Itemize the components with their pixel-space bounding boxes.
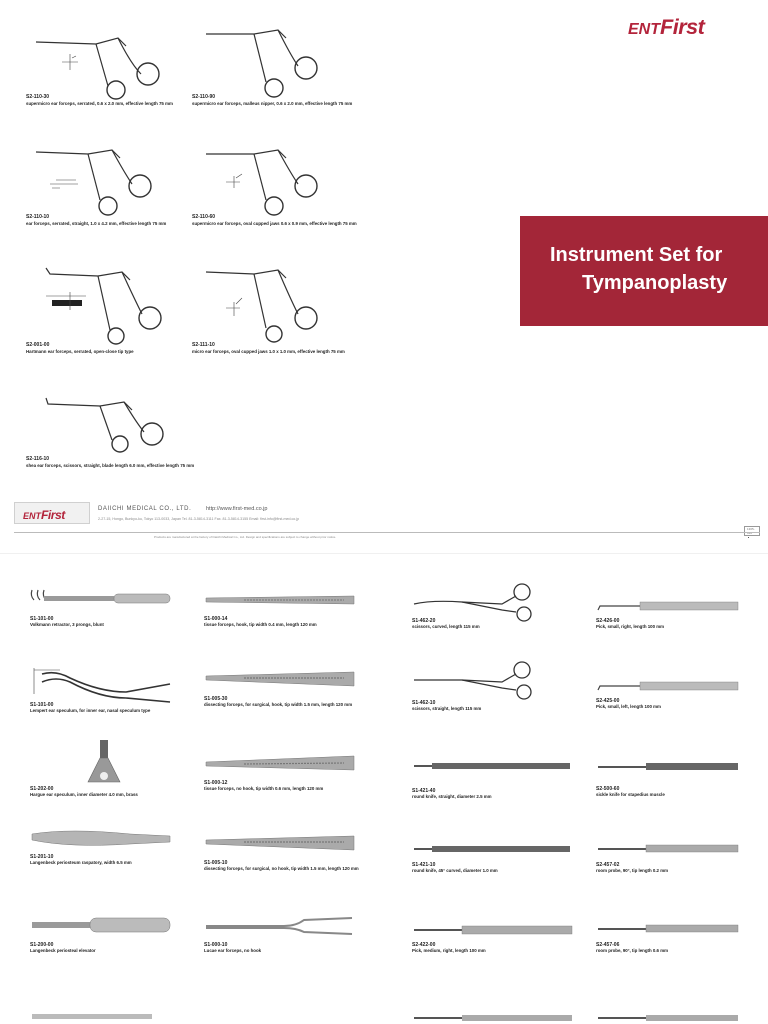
item-code: S1-000-12 bbox=[204, 780, 228, 786]
serrated-ear-forceps-illustration bbox=[26, 144, 176, 214]
room-probe-06-illustration bbox=[596, 920, 746, 940]
company-website-link[interactable]: http://www.first-med.co.jp bbox=[206, 506, 268, 512]
micro-ear-forceps-illustration bbox=[192, 262, 342, 342]
item-code: S1-000-14 bbox=[204, 616, 228, 622]
item-code: S2-110-90 bbox=[192, 94, 216, 100]
item-description: scissors, straight, length 115 mm bbox=[412, 706, 482, 711]
periosteum-raspatory-illustration bbox=[30, 824, 180, 854]
ear-forceps-illustration bbox=[26, 24, 176, 94]
title-banner bbox=[520, 216, 768, 326]
item-description: shea ear forceps, scissors, straight, blade length 6.0 mm, effective length 75 mm bbox=[26, 463, 195, 468]
company-address: 2-27-15, Hongo, Bunkyo-ku, Tokyo 113-0033, Japan Tel. 81-3-5814-3111 Fax. 81-3-5814-3155 Email: first-info@first-med.co.jp bbox=[98, 517, 300, 521]
partial-instrument-illustration bbox=[30, 1010, 160, 1022]
volkmann-retractor-illustration bbox=[30, 586, 180, 616]
item-code: S2-500-60 bbox=[596, 786, 620, 792]
curved-scissors-illustration bbox=[412, 582, 562, 618]
item-description: supermicro ear forceps, oval cupped jaws 0.6 x 0.9 mm, effective length 75 mm bbox=[192, 221, 357, 226]
brand-logo: ENTFirst bbox=[628, 14, 705, 39]
item-code: S1-005-30 bbox=[204, 696, 228, 702]
item-code: S1-462-10 bbox=[412, 700, 436, 706]
item-description: Volkmann retractor, 3 prongs, blunt bbox=[30, 622, 104, 627]
banner-title-line-2: Tympanoplasty bbox=[582, 272, 728, 294]
item-code: S1-202-00 bbox=[30, 786, 54, 792]
item-code: S1-005-10 bbox=[204, 860, 228, 866]
footer-divider bbox=[14, 532, 760, 533]
pick-medium-right-illustration bbox=[412, 920, 582, 944]
page-divider bbox=[0, 553, 768, 554]
tissue-forceps-no-hook-illustration bbox=[204, 750, 364, 780]
item-code: S1-101-00 bbox=[30, 616, 54, 622]
item-description: Lempert ear speculum, for inner ear, nasal speculum type bbox=[30, 708, 151, 713]
company-name: DAIICHI MEDICAL CO., LTD. bbox=[98, 506, 192, 512]
footer-brand-logo: ENTFirst bbox=[23, 508, 65, 522]
lempert-speculum-illustration bbox=[30, 662, 180, 702]
item-description: Pick, medium, right, length 100 mm bbox=[412, 948, 486, 953]
malleus-nipper-illustration bbox=[192, 24, 342, 94]
item-description: tissue forceps, hook, tip width 0.4 mm, length 120 mm bbox=[204, 622, 317, 627]
item-code: S1-462-20 bbox=[412, 618, 436, 624]
item-description: Langenbeck periosteum raspatory, width 6.5 mm bbox=[30, 860, 132, 865]
item-code: S2-110-10 bbox=[26, 214, 50, 220]
item-description: dissecting forceps, for surgical, no hook, tip width 1.5 mm, length 120 mm bbox=[204, 866, 359, 871]
straight-scissors-illustration bbox=[412, 660, 562, 696]
hartmann-forceps-illustration bbox=[26, 262, 176, 342]
item-code: S2-111-10 bbox=[192, 342, 215, 348]
dissecting-forceps-no-hook-illustration bbox=[204, 830, 364, 860]
item-description: Langenbeck periosteal elevator bbox=[30, 948, 96, 953]
item-code: S2-110-60 bbox=[192, 214, 216, 220]
item-description: room probe, 90°, tip length 0.6 mm bbox=[596, 948, 669, 953]
round-knife-straight-illustration bbox=[412, 758, 582, 782]
footer-disclaimer: Products are manufactured at the factory of Daiichi Medical Co., Ltd. Design and specifications are subject to change without prior notice. bbox=[154, 535, 337, 539]
item-description: supermicro ear forceps, serrated, 0.6 x 2.0 mm, effective length 75 mm bbox=[26, 101, 173, 106]
pick-small-left-illustration bbox=[596, 678, 746, 698]
periosteal-elevator-illustration bbox=[30, 912, 180, 942]
round-knife-curved-illustration bbox=[412, 840, 582, 864]
item-description: round knife, straight, diameter 2.5 mm bbox=[412, 794, 492, 799]
item-description: ear forceps, serrated, straight, 1.0 x 4.2 mm, effective length 75 mm bbox=[26, 221, 167, 226]
item-description: micro ear forceps, oval cupped jaws 1.0 x 1.0 mm, effective length 75 mm bbox=[192, 349, 345, 354]
item-code: S2-116-10 bbox=[26, 456, 50, 462]
item-code: S2-110-30 bbox=[26, 94, 50, 100]
item-code: S1-101-00 bbox=[30, 702, 54, 708]
item-code: S1-200-00 bbox=[30, 942, 54, 948]
item-code: S2-425-00 bbox=[596, 698, 620, 704]
item-code: S2-422-00 bbox=[412, 942, 436, 948]
item-code: S1-000-10 bbox=[204, 942, 228, 948]
item-code: S1-201-10 bbox=[30, 854, 54, 860]
tissue-forceps-hook-illustration bbox=[204, 590, 364, 616]
item-description: tissue forceps, no hook, tip width 0.6 mm, length 120 mm bbox=[204, 786, 324, 791]
item-code: S2-457-02 bbox=[596, 862, 620, 868]
item-description: Lucae ear forceps, no hook bbox=[204, 948, 262, 953]
company-footer bbox=[14, 502, 760, 550]
shea-scissors-forceps-illustration bbox=[26, 392, 176, 452]
item-code: S2-457-06 bbox=[596, 942, 620, 948]
item-description: sickle knife for stapedius muscle bbox=[596, 792, 665, 797]
partial-instrument-illustration bbox=[412, 1014, 582, 1022]
item-description: scissors, curved, length 115 mm bbox=[412, 624, 480, 629]
dissecting-forceps-hook-illustration bbox=[204, 666, 364, 696]
lucae-forceps-illustration bbox=[204, 912, 364, 942]
oval-cupped-forceps-illustration bbox=[192, 144, 342, 214]
item-description: room probe, 90°, tip length 0.2 mm bbox=[596, 868, 669, 873]
item-description: dissecting forceps, for surgical, hook, tip width 1.5 mm, length 120 mm bbox=[204, 702, 353, 707]
item-description: Pick, small, right, length 100 mm bbox=[596, 624, 665, 629]
item-code: S2-426-00 bbox=[596, 618, 620, 624]
item-code: S2-001-00 bbox=[26, 342, 50, 348]
pick-small-right-illustration bbox=[596, 598, 746, 618]
partial-instrument-illustration bbox=[596, 1014, 746, 1022]
footer-logo-box bbox=[14, 502, 90, 524]
catalog-number: 1305-010 bbox=[744, 526, 760, 536]
item-description: Pick, small, left, length 100 mm bbox=[596, 704, 661, 709]
page-mark bbox=[748, 537, 749, 538]
room-probe-02-illustration bbox=[596, 840, 746, 860]
item-description: supermicro ear forceps, malleus nipper, 0.6 x 2.0 mm, effective length 75 mm bbox=[192, 101, 353, 106]
item-code: S1-421-40 bbox=[412, 788, 436, 794]
item-description: Hargue ear speculum, inner diameter 4.0 mm, brass bbox=[30, 792, 138, 797]
sickle-knife-illustration bbox=[596, 758, 746, 778]
banner-title-line-1: Instrument Set for bbox=[550, 244, 723, 266]
item-description: round knife, 45° curved, diameter 1.0 mm bbox=[412, 868, 498, 873]
hargue-speculum-illustration bbox=[30, 736, 180, 786]
item-description: Hartmann ear forceps, serrated, open-close tip type bbox=[26, 349, 134, 354]
item-code: S1-421-10 bbox=[412, 862, 436, 868]
